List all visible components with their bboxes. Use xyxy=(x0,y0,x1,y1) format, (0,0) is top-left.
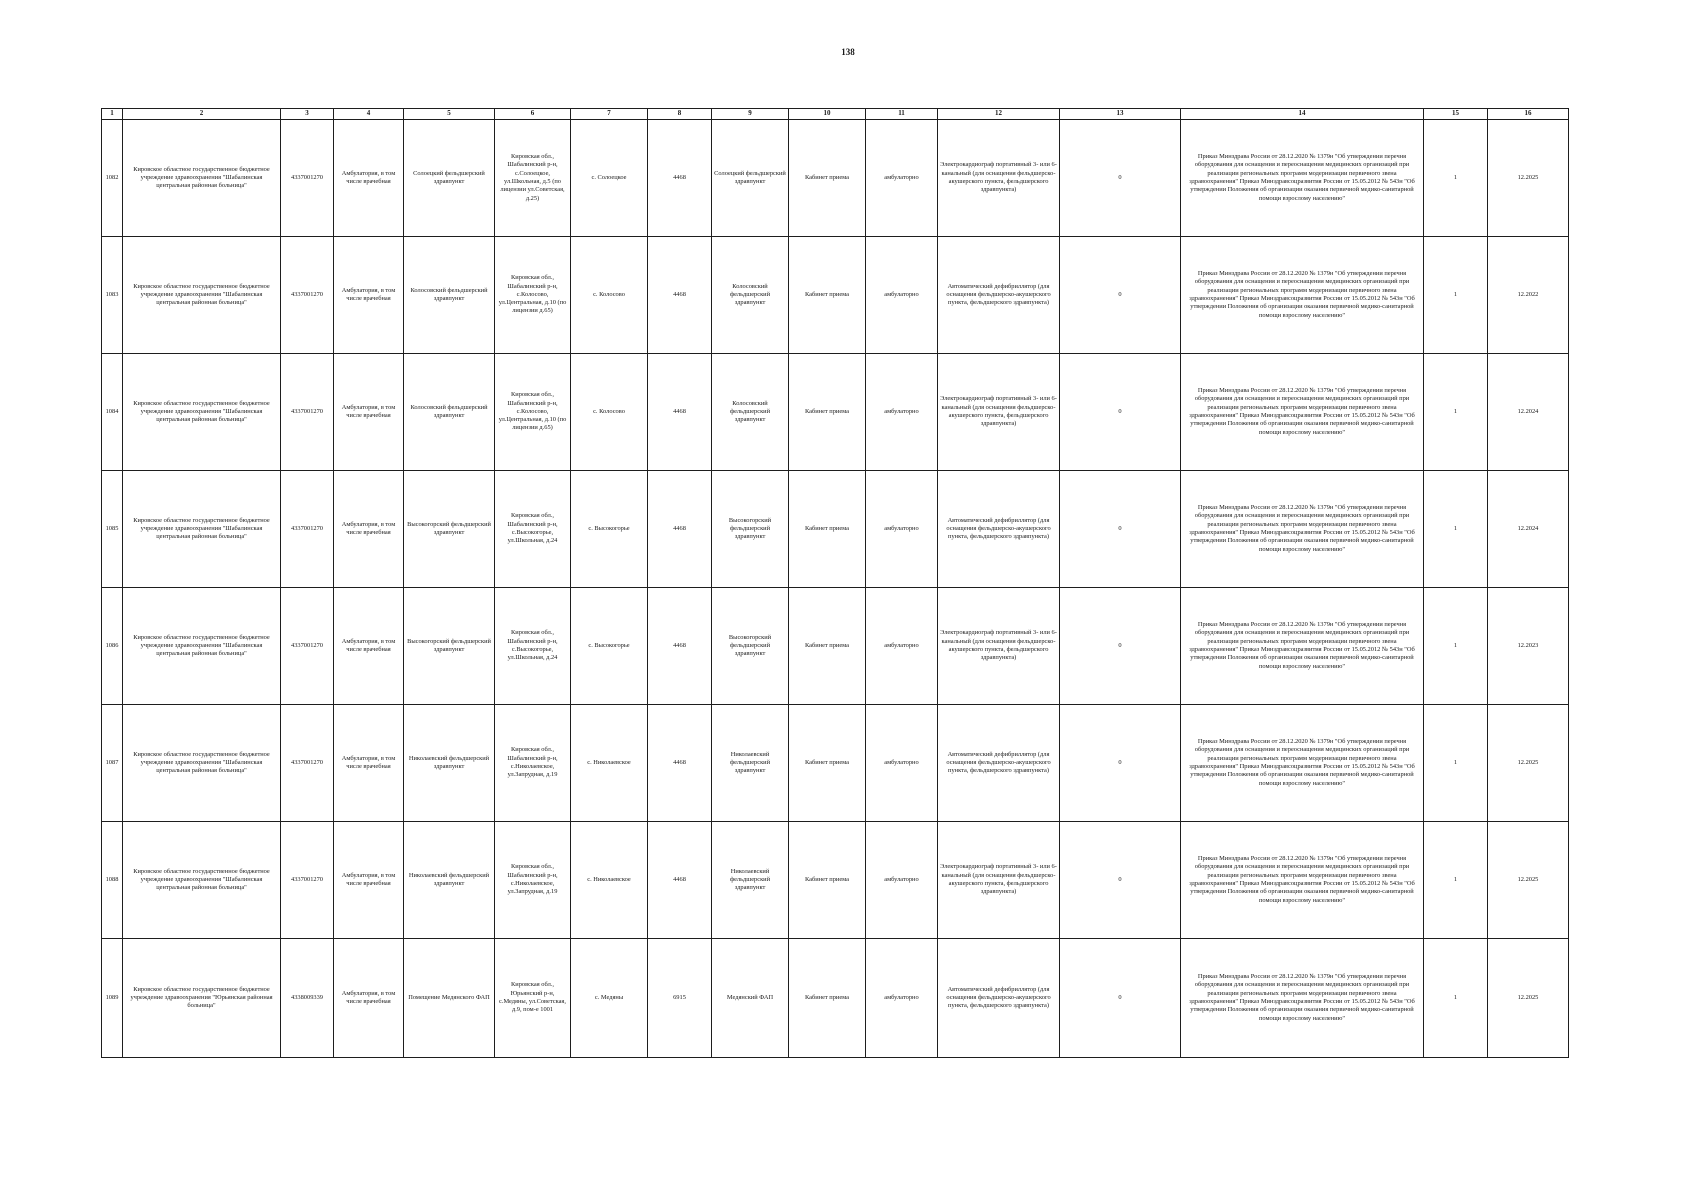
settlement-cell: с. Николаевское xyxy=(571,705,648,822)
equipment-cell: Электрокардиограф портативный 3- или 6-канальный (для оснащения фельдшерско-акушерского пункта, фельдшерского здравпункта) xyxy=(938,822,1060,939)
table-row xyxy=(102,354,1569,471)
inn-cell: 4337001270 xyxy=(281,354,334,471)
due-date-cell: 12.2023 xyxy=(1488,588,1569,705)
due-date-cell: 12.2024 xyxy=(1488,354,1569,471)
inn-cell: 4337001270 xyxy=(281,471,334,588)
regulation-cell: Приказ Минздрава России от 28.12.2020 № 1379н "Об утверждении перечня оборудования для оснащения и переоснащения медицинских организаций при реализации региональных программ модернизации первичного звена здравоохранения" Приказ Минздравсоцразвития России от 15.05.2012 № 543н "Об утверждении Положения об организации оказания первичной медико-санитарной помощи взрослому населению" xyxy=(1181,471,1424,588)
header-cell: 6 xyxy=(495,109,571,120)
settlement-cell: с. Колосово xyxy=(571,354,648,471)
care-form-cell: амбулаторно xyxy=(866,588,938,705)
structural-unit-cell: Николаевский фельдшерский здравпункт xyxy=(404,705,495,822)
header-row xyxy=(102,109,1569,120)
facility-type-cell: Амбулатория, в том числе врачебная xyxy=(334,237,404,354)
count-cell: 1 xyxy=(1424,822,1488,939)
structural-unit-cell: Колосовский фельдшерский здравпункт xyxy=(404,237,495,354)
room-cell: Кабинет приема xyxy=(789,471,866,588)
inn-cell: 4337001270 xyxy=(281,705,334,822)
header-cell: 3 xyxy=(281,109,334,120)
facility-type-cell: Амбулатория, в том числе врачебная xyxy=(334,939,404,1058)
header-cell: 16 xyxy=(1488,109,1569,120)
settlement-code-cell: 4468 xyxy=(648,120,712,237)
facility-type-cell: Амбулатория, в том числе врачебная xyxy=(334,354,404,471)
count-cell: 1 xyxy=(1424,354,1488,471)
quantity-cell: 0 xyxy=(1060,822,1181,939)
header-cell: 10 xyxy=(789,109,866,120)
equipment-cell: Автоматический дефибриллятор (для оснащения фельдшерско-акушерского пункта, фельдшерского здравпункта) xyxy=(938,705,1060,822)
row-number-cell: 1084 xyxy=(102,354,123,471)
table-row xyxy=(102,237,1569,354)
regulation-cell: Приказ Минздрава России от 28.12.2020 № 1379н "Об утверждении перечня оборудования для оснащения и переоснащения медицинских организаций при реализации региональных программ модернизации первичного звена здравоохранения" Приказ Минздравсоцразвития России от 15.05.2012 № 543н "Об утверждении Положения об организации оказания первичной медико-санитарной помощи взрослому населению" xyxy=(1181,120,1424,237)
address-cell: Кировская обл., Шабалинский р-н, с.Николаевское, ул.Запрудная, д.19 xyxy=(495,822,571,939)
row-number-cell: 1085 xyxy=(102,471,123,588)
quantity-cell: 0 xyxy=(1060,120,1181,237)
department-cell: Высокогорский фельдшерский здравпункт xyxy=(712,588,789,705)
header-cell: 9 xyxy=(712,109,789,120)
settlement-cell: с. Николаевское xyxy=(571,822,648,939)
inn-cell: 4338009339 xyxy=(281,939,334,1058)
regulation-cell: Приказ Минздрава России от 28.12.2020 № 1379н "Об утверждении перечня оборудования для оснащения и переоснащения медицинских организаций при реализации региональных программ модернизации первичного звена здравоохранения" Приказ Минздравсоцразвития России от 15.05.2012 № 543н "Об утверждении Положения об организации оказания первичной медико-санитарной помощи взрослому населению" xyxy=(1181,237,1424,354)
care-form-cell: амбулаторно xyxy=(866,354,938,471)
inn-cell: 4337001270 xyxy=(281,822,334,939)
room-cell: Кабинет приема xyxy=(789,120,866,237)
organization-cell: Кировское областное государственное бюджетное учреждение здравоохранения "Юрьянская районная больница" xyxy=(123,939,281,1058)
structural-unit-cell: Высокогорский фельдшерский здравпункт xyxy=(404,471,495,588)
header-cell: 5 xyxy=(404,109,495,120)
row-number-cell: 1086 xyxy=(102,588,123,705)
care-form-cell: амбулаторно xyxy=(866,822,938,939)
header-cell: 13 xyxy=(1060,109,1181,120)
care-form-cell: амбулаторно xyxy=(866,471,938,588)
settlement-code-cell: 6915 xyxy=(648,939,712,1058)
care-form-cell: амбулаторно xyxy=(866,120,938,237)
count-cell: 1 xyxy=(1424,471,1488,588)
quantity-cell: 0 xyxy=(1060,588,1181,705)
settlement-cell: с. Медяны xyxy=(571,939,648,1058)
due-date-cell: 12.2022 xyxy=(1488,237,1569,354)
due-date-cell: 12.2025 xyxy=(1488,120,1569,237)
quantity-cell: 0 xyxy=(1060,471,1181,588)
settlement-code-cell: 4468 xyxy=(648,354,712,471)
header-cell: 2 xyxy=(123,109,281,120)
organization-cell: Кировское областное государственное бюджетное учреждение здравоохранения "Шабалинская центральная районная больница" xyxy=(123,237,281,354)
header-cell: 14 xyxy=(1181,109,1424,120)
row-number-cell: 1089 xyxy=(102,939,123,1058)
room-cell: Кабинет приема xyxy=(789,588,866,705)
row-number-cell: 1083 xyxy=(102,237,123,354)
department-cell: Медянский ФАП xyxy=(712,939,789,1058)
equipment-cell: Электрокардиограф портативный 3- или 6-канальный (для оснащения фельдшерско-акушерского пункта, фельдшерского здравпункта) xyxy=(938,354,1060,471)
settlement-cell: с. Солоецкое xyxy=(571,120,648,237)
quantity-cell: 0 xyxy=(1060,354,1181,471)
row-number-cell: 1087 xyxy=(102,705,123,822)
row-number-cell: 1088 xyxy=(102,822,123,939)
facility-type-cell: Амбулатория, в том числе врачебная xyxy=(334,705,404,822)
table-row xyxy=(102,822,1569,939)
regulation-cell: Приказ Минздрава России от 28.12.2020 № 1379н "Об утверждении перечня оборудования для оснащения и переоснащения медицинских организаций при реализации региональных программ модернизации первичного звена здравоохранения" Приказ Минздравсоцразвития России от 15.05.2012 № 543н "Об утверждении Положения об организации оказания первичной медико-санитарной помощи взрослому населению" xyxy=(1181,705,1424,822)
room-cell: Кабинет приема xyxy=(789,354,866,471)
organization-cell: Кировское областное государственное бюджетное учреждение здравоохранения "Шабалинская центральная районная больница" xyxy=(123,354,281,471)
structural-unit-cell: Солоецкий фельдшерский здравпункт xyxy=(404,120,495,237)
facility-type-cell: Амбулатория, в том числе врачебная xyxy=(334,822,404,939)
facility-type-cell: Амбулатория, в том числе врачебная xyxy=(334,120,404,237)
department-cell: Высокогорский фельдшерский здравпункт xyxy=(712,471,789,588)
organization-cell: Кировское областное государственное бюджетное учреждение здравоохранения "Шабалинская центральная районная больница" xyxy=(123,471,281,588)
address-cell: Кировская обл., Юрьянский р-н, с.Медяны, ул.Советская, д.9, пом-е 1001 xyxy=(495,939,571,1058)
settlement-cell: с. Высокогорье xyxy=(571,471,648,588)
room-cell: Кабинет приема xyxy=(789,237,866,354)
equipment-cell: Автоматический дефибриллятор (для оснащения фельдшерско-акушерского пункта, фельдшерского здравпункта) xyxy=(938,471,1060,588)
structural-unit-cell: Николаевский фельдшерский здравпункт xyxy=(404,822,495,939)
header-cell: 4 xyxy=(334,109,404,120)
address-cell: Кировская обл., Шабалинский р-н, с.Высокогорье, ул.Школьная, д.24 xyxy=(495,471,571,588)
count-cell: 1 xyxy=(1424,120,1488,237)
settlement-code-cell: 4468 xyxy=(648,237,712,354)
count-cell: 1 xyxy=(1424,588,1488,705)
inn-cell: 4337001270 xyxy=(281,120,334,237)
facility-type-cell: Амбулатория, в том числе врачебная xyxy=(334,471,404,588)
address-cell: Кировская обл., Шабалинский р-н, с.Высокогорье, ул.Школьная, д.24 xyxy=(495,588,571,705)
structural-unit-cell: Колосовский фельдшерский здравпункт xyxy=(404,354,495,471)
quantity-cell: 0 xyxy=(1060,237,1181,354)
count-cell: 1 xyxy=(1424,237,1488,354)
table-row xyxy=(102,471,1569,588)
organization-cell: Кировское областное государственное бюджетное учреждение здравоохранения "Шабалинская центральная районная больница" xyxy=(123,705,281,822)
inn-cell: 4337001270 xyxy=(281,237,334,354)
structural-unit-cell: Высокогорский фельдшерский здравпункт xyxy=(404,588,495,705)
department-cell: Колосовский фельдшерский здравпункт xyxy=(712,237,789,354)
regulation-cell: Приказ Минздрава России от 28.12.2020 № 1379н "Об утверждении перечня оборудования для оснащения и переоснащения медицинских организаций при реализации региональных программ модернизации первичного звена здравоохранения" Приказ Минздравсоцразвития России от 15.05.2012 № 543н "Об утверждении Положения об организации оказания первичной медико-санитарной помощи взрослому населению" xyxy=(1181,822,1424,939)
organization-cell: Кировское областное государственное бюджетное учреждение здравоохранения "Шабалинская центральная районная больница" xyxy=(123,588,281,705)
page-number: 138 xyxy=(841,47,855,57)
table-row xyxy=(102,705,1569,822)
table-row xyxy=(102,120,1569,237)
address-cell: Кировская обл., Шабалинский р-н, с.Колосово, ул.Центральная, д.10 (по лицензии д.65) xyxy=(495,354,571,471)
department-cell: Колосовский фельдшерский здравпункт xyxy=(712,354,789,471)
room-cell: Кабинет приема xyxy=(789,939,866,1058)
regulation-cell: Приказ Минздрава России от 28.12.2020 № 1379н "Об утверждении перечня оборудования для оснащения и переоснащения медицинских организаций при реализации региональных программ модернизации первичного звена здравоохранения" Приказ Минздравсоцразвития России от 15.05.2012 № 543н "Об утверждении Положения об организации оказания первичной медико-санитарной помощи взрослому населению" xyxy=(1181,939,1424,1058)
due-date-cell: 12.2024 xyxy=(1488,471,1569,588)
due-date-cell: 12.2025 xyxy=(1488,822,1569,939)
care-form-cell: амбулаторно xyxy=(866,705,938,822)
equipment-register-table xyxy=(101,108,1569,1058)
header-cell: 1 xyxy=(102,109,123,120)
table-row xyxy=(102,939,1569,1058)
care-form-cell: амбулаторно xyxy=(866,939,938,1058)
organization-cell: Кировское областное государственное бюджетное учреждение здравоохранения "Шабалинская центральная районная больница" xyxy=(123,822,281,939)
header-cell: 7 xyxy=(571,109,648,120)
room-cell: Кабинет приема xyxy=(789,822,866,939)
regulation-cell: Приказ Минздрава России от 28.12.2020 № 1379н "Об утверждении перечня оборудования для оснащения и переоснащения медицинских организаций при реализации региональных программ модернизации первичного звена здравоохранения" Приказ Минздравсоцразвития России от 15.05.2012 № 543н "Об утверждении Положения об организации оказания первичной медико-санитарной помощи взрослому населению" xyxy=(1181,354,1424,471)
header-cell: 8 xyxy=(648,109,712,120)
facility-type-cell: Амбулатория, в том числе врачебная xyxy=(334,588,404,705)
address-cell: Кировская обл., Шабалинский р-н, с.Николаевское, ул.Запрудная, д.19 xyxy=(495,705,571,822)
department-cell: Николаевский фельдшерский здравпункт xyxy=(712,822,789,939)
quantity-cell: 0 xyxy=(1060,705,1181,822)
table-body xyxy=(102,120,1569,1058)
header-cell: 12 xyxy=(938,109,1060,120)
equipment-cell: Автоматический дефибриллятор (для оснащения фельдшерско-акушерского пункта, фельдшерского здравпункта) xyxy=(938,939,1060,1058)
settlement-code-cell: 4468 xyxy=(648,471,712,588)
settlement-cell: с. Высокогорье xyxy=(571,588,648,705)
care-form-cell: амбулаторно xyxy=(866,237,938,354)
department-cell: Николаевский фельдшерский здравпункт xyxy=(712,705,789,822)
quantity-cell: 0 xyxy=(1060,939,1181,1058)
equipment-cell: Электрокардиограф портативный 3- или 6-канальный (для оснащения фельдшерско-акушерского пункта, фельдшерского здравпункта) xyxy=(938,120,1060,237)
due-date-cell: 12.2025 xyxy=(1488,939,1569,1058)
settlement-code-cell: 4468 xyxy=(648,588,712,705)
due-date-cell: 12.2025 xyxy=(1488,705,1569,822)
address-cell: Кировская обл., Шабалинский р-н, с.Колосово, ул.Центральная, д.10 (по лицензии д.65) xyxy=(495,237,571,354)
header-cell: 15 xyxy=(1424,109,1488,120)
row-number-cell: 1082 xyxy=(102,120,123,237)
address-cell: Кировская обл., Шабалинский р-н, с.Солоецкое, ул.Школьная, д.5 (по лицензии ул.Советская, д.25) xyxy=(495,120,571,237)
table-row xyxy=(102,588,1569,705)
equipment-cell: Электрокардиограф портативный 3- или 6-канальный (для оснащения фельдшерско-акушерского пункта, фельдшерского здравпункта) xyxy=(938,588,1060,705)
department-cell: Солоецкий фельдшерский здравпункт xyxy=(712,120,789,237)
settlement-cell: с. Колосово xyxy=(571,237,648,354)
structural-unit-cell: Помещение Медянского ФАП xyxy=(404,939,495,1058)
equipment-cell: Автоматический дефибриллятор (для оснащения фельдшерско-акушерского пункта, фельдшерского здравпункта) xyxy=(938,237,1060,354)
organization-cell: Кировское областное государственное бюджетное учреждение здравоохранения "Шабалинская центральная районная больница" xyxy=(123,120,281,237)
count-cell: 1 xyxy=(1424,939,1488,1058)
regulation-cell: Приказ Минздрава России от 28.12.2020 № 1379н "Об утверждении перечня оборудования для оснащения и переоснащения медицинских организаций при реализации региональных программ модернизации первичного звена здравоохранения" Приказ Минздравсоцразвития России от 15.05.2012 № 543н "Об утверждении Положения об организации оказания первичной медико-санитарной помощи взрослому населению" xyxy=(1181,588,1424,705)
count-cell: 1 xyxy=(1424,705,1488,822)
settlement-code-cell: 4468 xyxy=(648,705,712,822)
room-cell: Кабинет приема xyxy=(789,705,866,822)
header-cell: 11 xyxy=(866,109,938,120)
inn-cell: 4337001270 xyxy=(281,588,334,705)
settlement-code-cell: 4468 xyxy=(648,822,712,939)
